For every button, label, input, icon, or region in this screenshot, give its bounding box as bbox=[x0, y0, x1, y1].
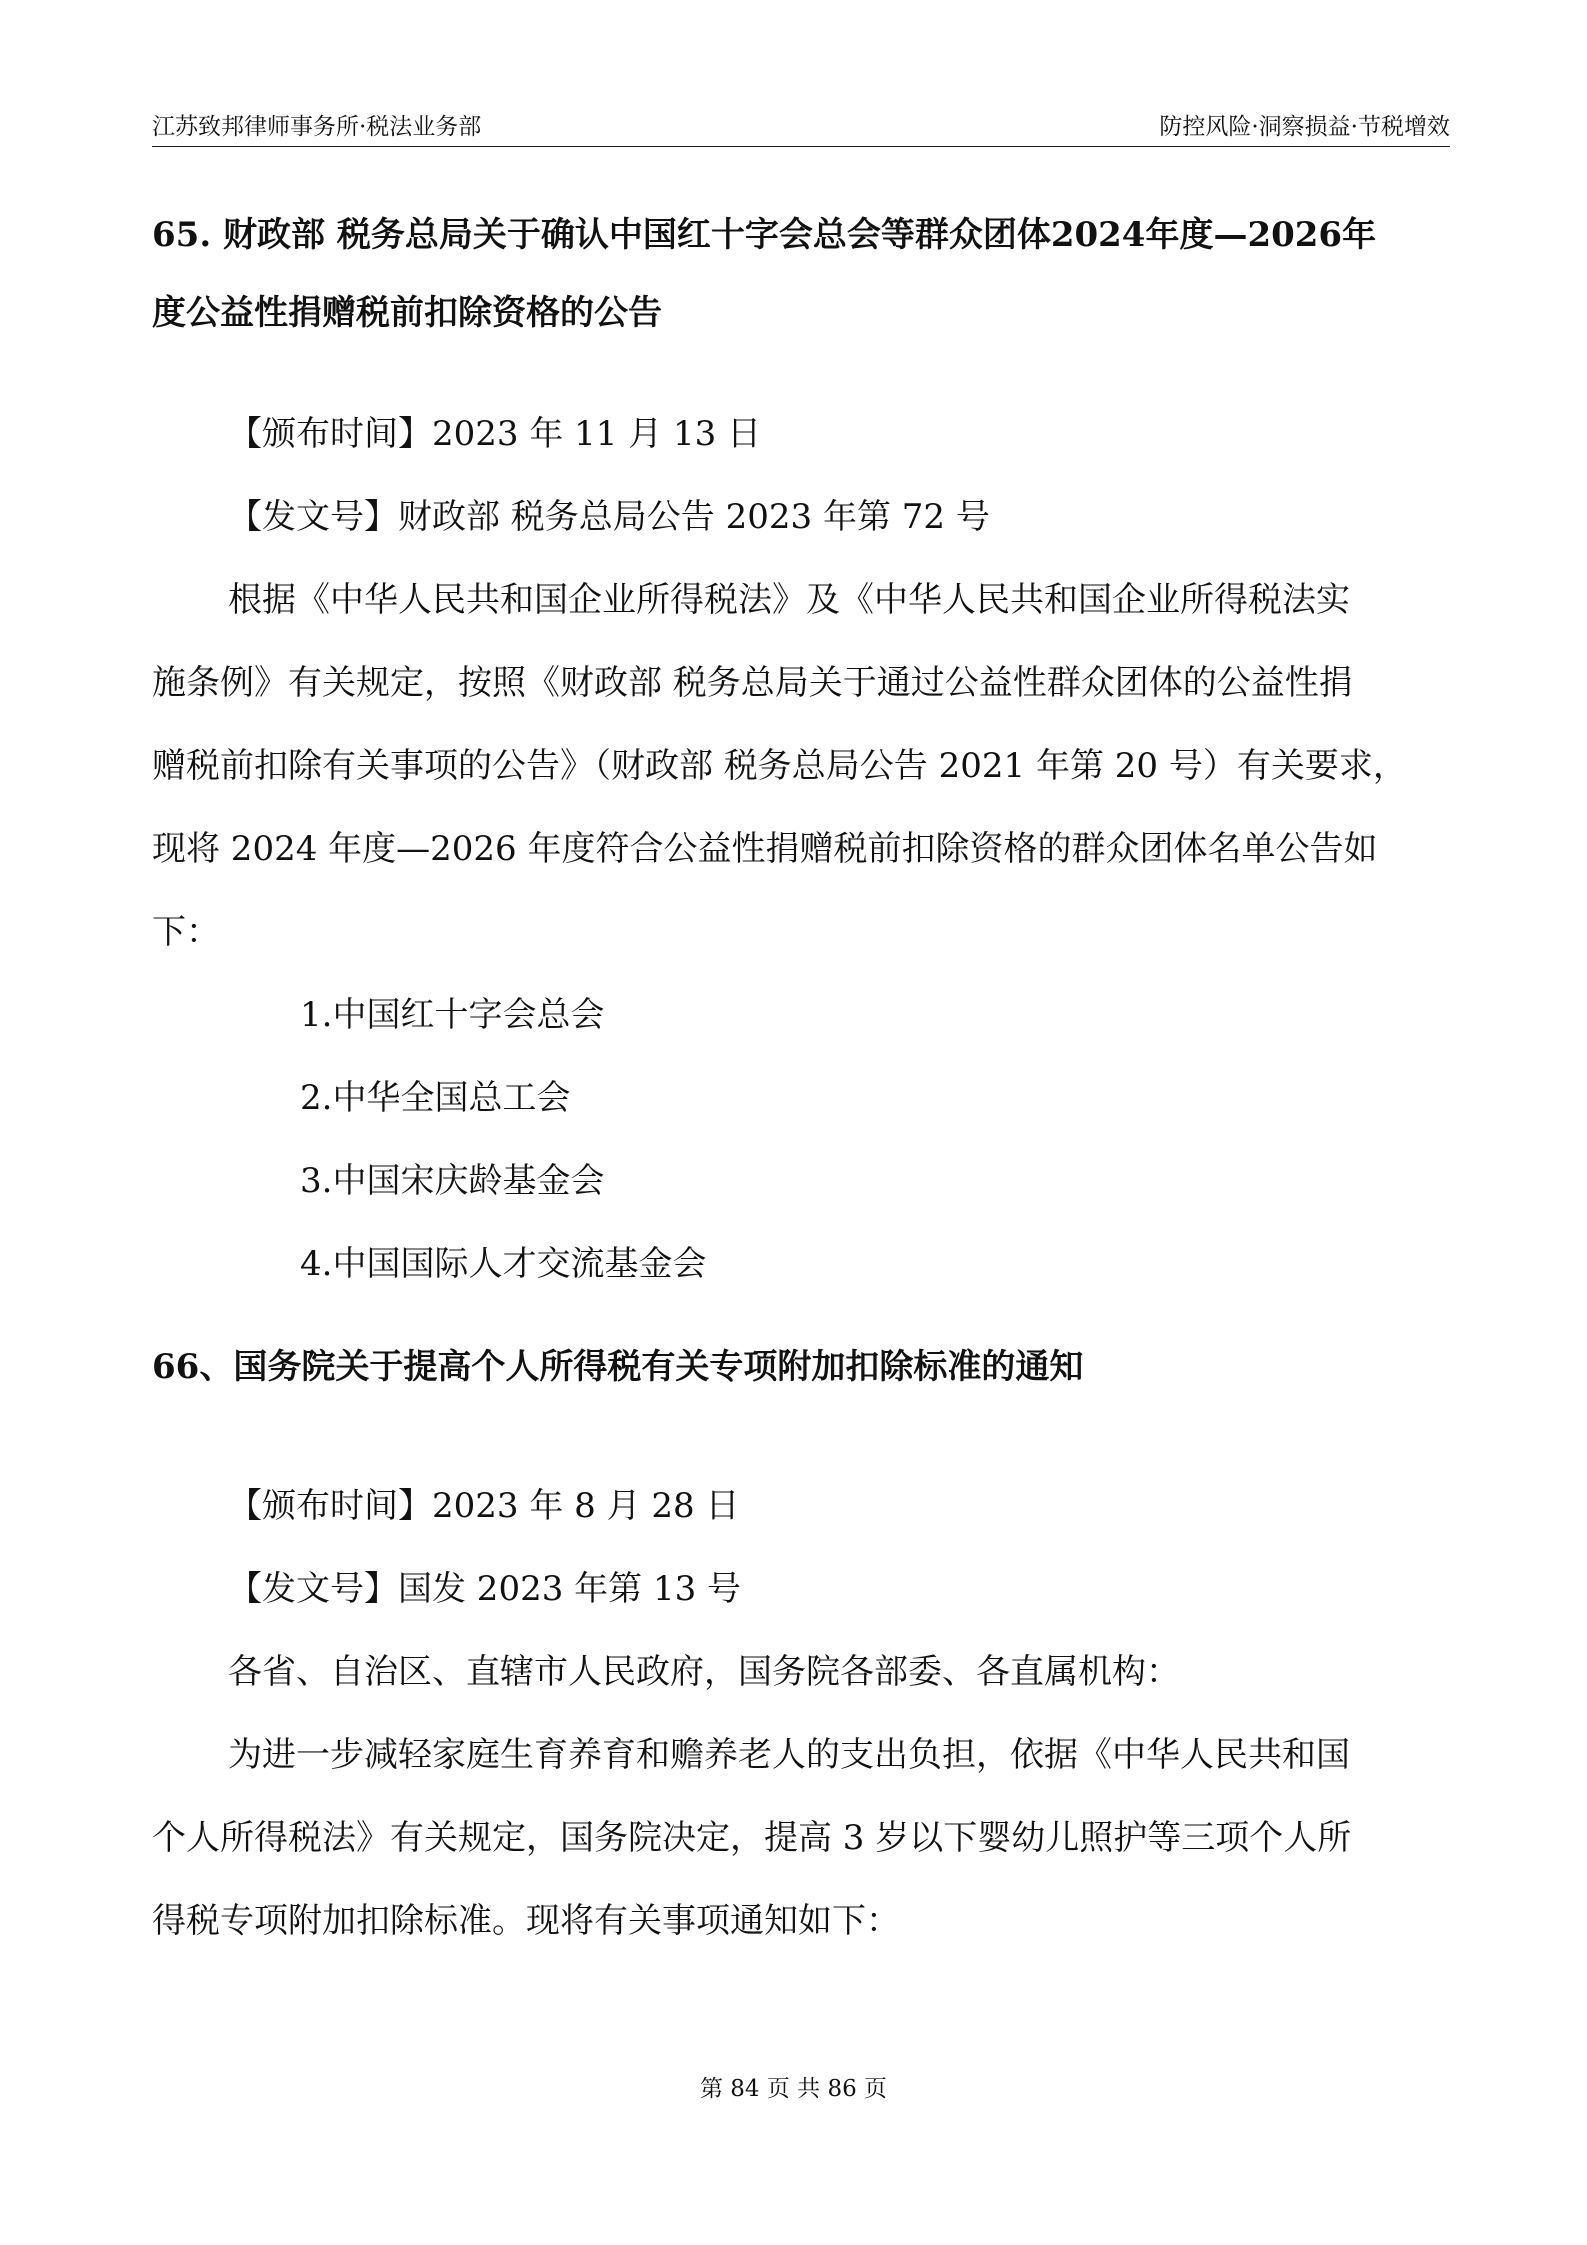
section-66-doc-number: 【发文号】国发 2023 年第 13 号 bbox=[228, 1569, 742, 1609]
page-number: 第 84 页 共 86 页 bbox=[699, 2076, 888, 2102]
section-66-publish-date: 【颁布时间】2023 年 8 月 28 日 bbox=[228, 1486, 740, 1526]
header-slogan: 防控风险·洞察损益·节税增效 bbox=[1159, 114, 1450, 140]
list-item: 2.中华全国总工会 bbox=[300, 1078, 571, 1118]
section-66-addressee: 各省、自治区、直辖市人民政府，国务院各部委、各直属机构： bbox=[228, 1652, 1180, 1692]
section-66-title: 66、国务院关于提高个人所得税有关专项附加扣除标准的通知 bbox=[152, 1347, 1084, 1387]
section-65-body-line: 根据《中华人民共和国企业所得税法》及《中华人民共和国企业所得税法实 bbox=[228, 580, 1350, 620]
section-65-body-line: 施条例》有关规定，按照《财政部 税务总局关于通过公益性群众团体的公益性捐 bbox=[152, 663, 1353, 703]
section-65-body-line: 赠税前扣除有关事项的公告》（财政部 税务总局公告 2021 年第 20 号）有关要求， bbox=[152, 746, 1407, 786]
section-66-body-line: 得税专项附加扣除标准。现将有关事项通知如下： bbox=[152, 1901, 900, 1941]
page-footer bbox=[0, 2070, 1587, 2103]
section-65-title-line2: 度公益性捐赠税前扣除资格的公告 bbox=[152, 293, 662, 333]
section-65-publish-date: 【颁布时间】2023 年 11 月 13 日 bbox=[228, 414, 762, 454]
section-65-title-line1: 65. 财政部 税务总局关于确认中国红十字会总会等群众团体2024年度—2026年 bbox=[152, 215, 1377, 255]
section-66-body-line: 为进一步减轻家庭生育养育和赡养老人的支出负担，依据《中华人民共和国 bbox=[228, 1735, 1350, 1775]
list-item: 4.中国国际人才交流基金会 bbox=[300, 1244, 707, 1284]
page-header bbox=[152, 110, 1450, 147]
list-item: 1.中国红十字会总会 bbox=[300, 995, 605, 1035]
header-firm-name: 江苏致邦律师事务所·税法业务部 bbox=[152, 114, 482, 140]
section-65-body-line: 下： bbox=[152, 912, 220, 952]
section-65-title bbox=[152, 196, 1452, 352]
section-65-body-line: 现将 2024 年度—2026 年度符合公益性捐赠税前扣除资格的群众团体名单公告如 bbox=[152, 829, 1378, 869]
list-item: 3.中国宋庆龄基金会 bbox=[300, 1161, 605, 1201]
section-65-doc-number: 【发文号】财政部 税务总局公告 2023 年第 72 号 bbox=[228, 497, 990, 537]
section-66-body-line: 个人所得税法》有关规定，国务院决定，提高 3 岁以下婴幼儿照护等三项个人所 bbox=[152, 1818, 1352, 1858]
